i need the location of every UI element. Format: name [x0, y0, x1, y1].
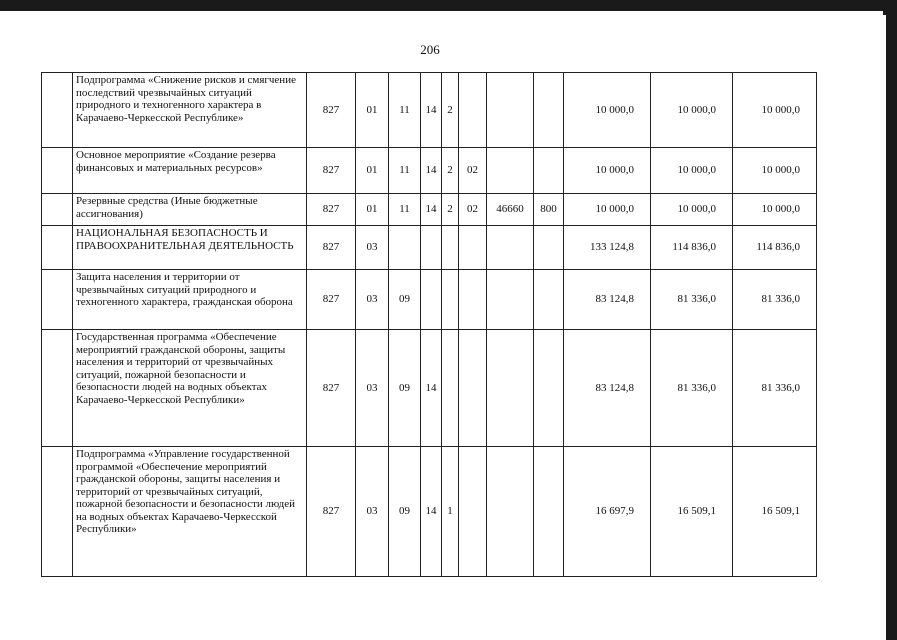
code-subsection: 09 [389, 270, 421, 330]
code-section: 03 [356, 226, 389, 270]
row-name: Защита населения и территории от чрезвычайных ситуаций природного и техногенного характера, гражданская оборона [73, 270, 307, 330]
row-index-cell [42, 270, 73, 330]
code-event [459, 447, 487, 577]
table-row [42, 73, 817, 148]
code-direction [487, 73, 534, 148]
amount-year-1: 10 000,0 [564, 194, 651, 226]
code-event [459, 73, 487, 148]
amount-year-3: 81 336,0 [733, 330, 817, 447]
amount-year-2: 114 836,0 [651, 226, 733, 270]
code-gov: 827 [307, 330, 356, 447]
table-row [42, 226, 817, 270]
table-row [42, 447, 817, 577]
row-index-cell [42, 447, 73, 577]
code-event: 02 [459, 194, 487, 226]
code-subprogram [442, 226, 459, 270]
code-subprogram: 2 [442, 194, 459, 226]
table-row [42, 194, 817, 226]
amount-year-2: 10 000,0 [651, 148, 733, 194]
row-name: Подпрограмма «Снижение рисков и смягчение последствий чрезвычайных ситуаций природного и техногенного характера в Карачаево-Черкесской Республике» [73, 73, 307, 148]
budget-table [41, 72, 817, 577]
page-number: 206 [420, 42, 440, 57]
row-index-cell [42, 194, 73, 226]
amount-year-3: 10 000,0 [733, 194, 817, 226]
code-program: 14 [421, 148, 442, 194]
code-direction [487, 226, 534, 270]
code-subsection [389, 226, 421, 270]
amount-year-1: 10 000,0 [564, 73, 651, 148]
code-section: 03 [356, 270, 389, 330]
code-subprogram [442, 270, 459, 330]
row-name: Основное мероприятие «Создание резерва финансовых и материальных ресурсов» [73, 148, 307, 194]
code-subsection: 09 [389, 330, 421, 447]
code-subprogram [442, 330, 459, 447]
row-index-cell [42, 148, 73, 194]
code-direction [487, 148, 534, 194]
row-index-cell [42, 226, 73, 270]
code-expense-type [534, 447, 564, 577]
code-direction [487, 330, 534, 447]
code-section: 03 [356, 330, 389, 447]
code-section: 01 [356, 194, 389, 226]
code-section: 01 [356, 73, 389, 148]
code-section: 01 [356, 148, 389, 194]
amount-year-3: 10 000,0 [733, 73, 817, 148]
amount-year-3: 16 509,1 [733, 447, 817, 577]
code-event [459, 330, 487, 447]
table-row [42, 330, 817, 447]
code-direction [487, 447, 534, 577]
row-name: Подпрограмма «Управление государственной программой «Обеспечение мероприятий гражданской обороны, защиты населения и территорий от чрезвычайных ситуаций, пожарной безопасности и безопасности людей на водных объектах Карачаево-Черкесской Республики» [73, 447, 307, 577]
code-gov: 827 [307, 194, 356, 226]
amount-year-1: 83 124,8 [564, 330, 651, 447]
code-expense-type [534, 148, 564, 194]
code-subsection: 09 [389, 447, 421, 577]
code-subsection: 11 [389, 148, 421, 194]
code-program: 14 [421, 73, 442, 148]
code-subsection: 11 [389, 73, 421, 148]
amount-year-2: 81 336,0 [651, 270, 733, 330]
code-direction: 46660 [487, 194, 534, 226]
row-name: Государственная программа «Обеспечение мероприятий гражданской обороны, защиты населения и территорий от чрезвычайных ситуаций, пожарной безопасности и безопасности людей на водных объектах Карачаево-Черкесской Республики» [73, 330, 307, 447]
code-program: 14 [421, 330, 442, 447]
table-row [42, 148, 817, 194]
amount-year-2: 81 336,0 [651, 330, 733, 447]
code-section: 03 [356, 447, 389, 577]
code-program: 14 [421, 194, 442, 226]
row-index-cell [42, 330, 73, 447]
code-expense-type [534, 330, 564, 447]
amount-year-2: 16 509,1 [651, 447, 733, 577]
table-row [42, 270, 817, 330]
code-program: 14 [421, 447, 442, 577]
code-subprogram: 2 [442, 73, 459, 148]
row-name: НАЦИОНАЛЬНАЯ БЕЗОПАСНОСТЬ И ПРАВООХРАНИТЕЛЬНАЯ ДЕЯТЕЛЬНОСТЬ [73, 226, 307, 270]
amount-year-2: 10 000,0 [651, 194, 733, 226]
code-gov: 827 [307, 148, 356, 194]
code-expense-type [534, 270, 564, 330]
code-expense-type [534, 226, 564, 270]
amount-year-3: 81 336,0 [733, 270, 817, 330]
row-index-cell [42, 73, 73, 148]
code-direction [487, 270, 534, 330]
amount-year-2: 10 000,0 [651, 73, 733, 148]
amount-year-1: 16 697,9 [564, 447, 651, 577]
amount-year-1: 10 000,0 [564, 148, 651, 194]
code-expense-type: 800 [534, 194, 564, 226]
amount-year-3: 10 000,0 [733, 148, 817, 194]
code-event: 02 [459, 148, 487, 194]
code-subsection: 11 [389, 194, 421, 226]
code-gov: 827 [307, 270, 356, 330]
code-program [421, 226, 442, 270]
code-expense-type [534, 73, 564, 148]
code-gov: 827 [307, 447, 356, 577]
amount-year-1: 83 124,8 [564, 270, 651, 330]
scan-border-right [886, 11, 897, 640]
code-program [421, 270, 442, 330]
code-subprogram: 1 [442, 447, 459, 577]
scan-border-top [0, 0, 897, 11]
row-name: Резервные средства (Иные бюджетные ассигнования) [73, 194, 307, 226]
code-subprogram: 2 [442, 148, 459, 194]
code-gov: 827 [307, 226, 356, 270]
code-event [459, 270, 487, 330]
code-event [459, 226, 487, 270]
amount-year-1: 133 124,8 [564, 226, 651, 270]
code-gov: 827 [307, 73, 356, 148]
amount-year-3: 114 836,0 [733, 226, 817, 270]
